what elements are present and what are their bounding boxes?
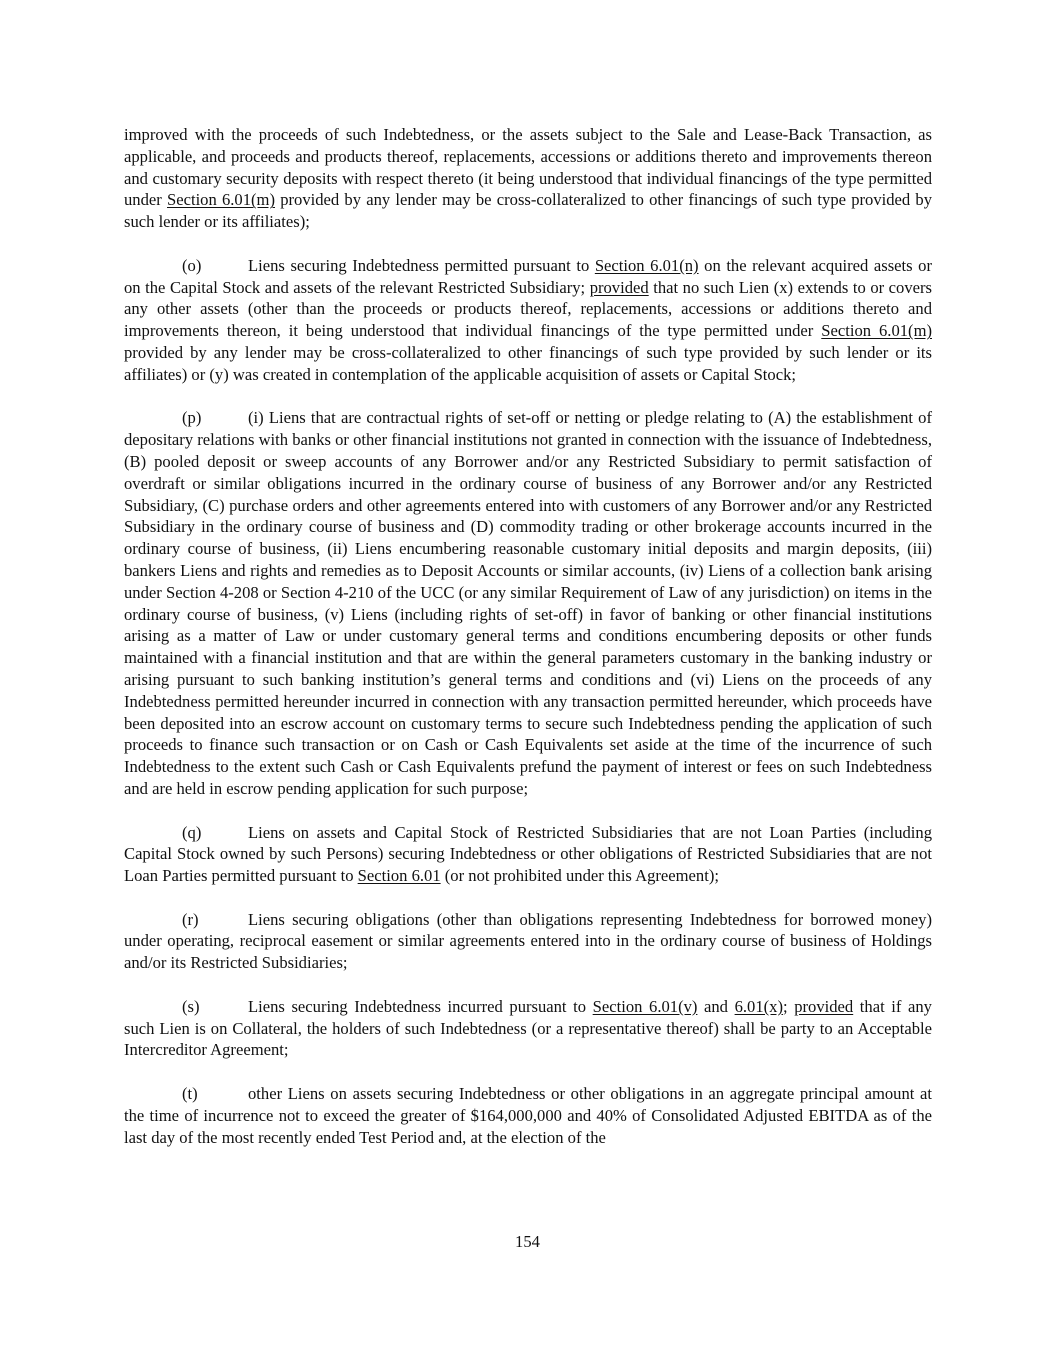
- paragraph-text: Liens securing obligations (other than obligations representing Indebtedness for borrowed money) under operating, reciprocal easement or similar agreements entered into in the ordinary course of business of Holdings and/or its Restricted Subsidiaries;: [124, 909, 932, 973]
- section-reference: Section 6.01: [357, 866, 441, 886]
- section-reference: Section 6.01(m): [167, 190, 275, 210]
- paragraph-text: provided by any lender may be cross-collateralized to other financings of such type provided by such lender or its affiliates);: [124, 190, 932, 232]
- clause-label: (r): [182, 909, 199, 929]
- paragraph-text: ;: [782, 996, 795, 1016]
- clause-label: (o): [182, 255, 202, 275]
- paragraph-continuation: [124, 124, 932, 233]
- proviso-term: provided: [589, 277, 649, 297]
- clause-r: [124, 909, 932, 974]
- clause-label: (s): [182, 996, 200, 1016]
- paragraph-text: other Liens on assets securing Indebtedness or other obligations in an aggregate principal amount at the time of incurrence not to exceed the greater of $164,000,000 and 40% of Consolidated Adjusted EBITDA as of the last day of the most recently ended Test Period and, at the election of the: [124, 1084, 932, 1147]
- clause-label: (q): [182, 822, 202, 842]
- paragraph-text: and: [697, 996, 735, 1016]
- section-reference: Section 6.01(n): [594, 255, 699, 275]
- page-number: 154: [515, 1232, 540, 1251]
- paragraph-text: provided by any lender may be cross-collateralized to other financings of such type provided by such lender or its affiliates) or (y) was created in contemplation of the applicable acquisition of assets or Capital Stock;: [124, 342, 932, 384]
- clause-label: (t): [182, 1084, 198, 1104]
- clause-p: [124, 407, 932, 799]
- clause-t: [124, 1083, 932, 1148]
- section-reference: Section 6.01(m): [821, 321, 932, 341]
- section-reference: 6.01(x): [734, 996, 783, 1016]
- proviso-term: provided: [794, 996, 854, 1016]
- section-reference: Section 6.01(v): [592, 996, 698, 1016]
- paragraph-text: (or not prohibited under this Agreement);: [440, 866, 719, 886]
- paragraph-text: Liens securing Indebtedness permitted pursuant to: [248, 255, 595, 275]
- paragraph-text: Liens on assets and Capital Stock of Restricted Subsidiaries that are not Loan Parties (including Capital Stock owned by such Persons) securing Indebtedness or other obligations of Restricted Subsidiaries that are not Loan Parties permitted pursuant to: [124, 822, 932, 886]
- paragraph-text: on the relevant acquired assets or on the Capital Stock and assets of the relevant Restricted Subsidiary;: [124, 255, 933, 297]
- clause-s: [124, 996, 932, 1061]
- paragraph-text: Liens securing Indebtedness incurred pursuant to: [248, 996, 593, 1016]
- paragraph-text: improved with the proceeds of such Indebtedness, or the assets subject to the Sale and Lease-Back Transaction, as applicable, and proceeds and products thereof, replacements, accessions or additions thereto and improvements thereon and customary security deposits with respect thereto (it being understood that individual financings of the type permitted under: [124, 125, 932, 210]
- paragraph-text: (i) Liens that are contractual rights of set-off or netting or pledge relating to (A) the establishment of depositary relations with banks or other financial institutions not granted in connection with the issuance of Indebtedness, (B) pooled deposit or sweep accounts of any Borrower and/or any Restricted Subsidiary to permit satisfaction of overdraft or similar obligations incurred in the ordinary course of business of any Borrower and/or any Restricted Subsidiary, (C) purchase orders and other agreements entered into with customers of any Borrower and/or any Restricted Subsidiary in the ordinary course of business and (D) commodity trading or other brokerage accounts incurred in the ordinary course of business, (ii) Liens encumbering reasonable customary initial deposits and margin deposits, (iii) bankers Liens and rights and remedies as to Deposit Accounts or similar accounts, (iv) Liens of a collection bank arising under Section 4-208 or Section 4-210 of the UCC (or any similar Requirement of Law of any jurisdiction) on items in the ordinary course of business, (v) Liens (including rights of set-off) in favor of banking or other financial institutions arising as a matter of Law or under customary general terms and conditions encumbering deposits or other funds maintained with a financial institution and that are within the general parameters customary in the banking industry or arising pursuant to such banking institution’s general terms and conditions and (vi) Liens on the proceeds of any Indebtedness permitted hereunder incurred in connection with any transaction permitted hereunder, which proceeds have been deposited into an escrow account on customary terms to secure such Indebtedness pending the application of such proceeds to finance such transaction or on Cash or Cash Equivalents set aside at the time of the incurrence of such Indebtedness to the extent such Cash or Cash Equivalents prefund the payment of interest or fees on such Indebtedness and are held in escrow pending application for such purpose;: [124, 408, 932, 798]
- paragraph-text: that if any such Lien is on Collateral, the holders of such Indebtedness (or a representative thereof) shall be party to an Acceptable Intercreditor Agreement;: [124, 996, 932, 1060]
- clause-label: (p): [182, 408, 202, 428]
- document-page: [124, 124, 932, 1170]
- clause-o: [124, 255, 932, 386]
- clause-q: [124, 822, 932, 887]
- paragraph-text: that no such Lien (x) extends to or covers any other assets (other than the proceeds or products thereof, replacements, accessions or additions thereto and improvements thereon, it being understood that individual financings of the type permitted under: [124, 277, 932, 341]
